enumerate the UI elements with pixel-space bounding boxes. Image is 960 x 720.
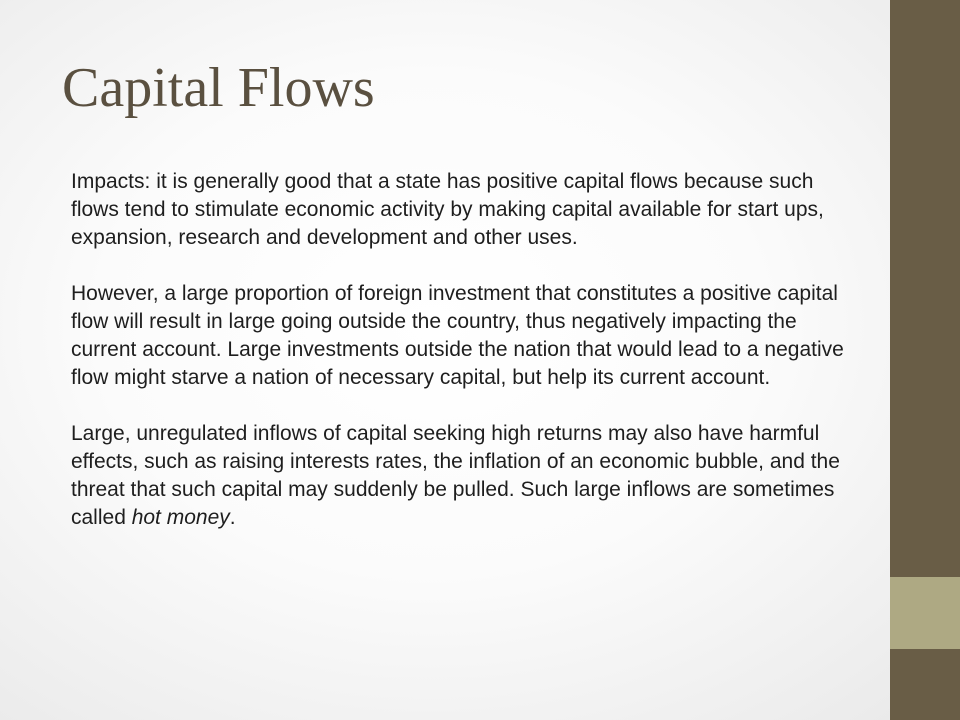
paragraph-however: However, a large proportion of foreign investment that constitutes a positive capital flow will result in large going outside the country, thus negatively impacting the current account. Large investments outside the nation that would lead to a negative flow might starve a nation of necessary capital, but help its current account. [71,282,844,389]
paragraph-end: . [229,506,236,529]
slide-title: Capital Flows [62,57,375,119]
decorative-sidebar [890,0,960,720]
hot-money-emphasis: hot money [131,506,230,529]
sidebar-bottom-band [890,649,960,720]
paragraph-impacts: Impacts: it is generally good that a state has positive capital flows because such flows tend to stimulate economic activity by making capital available for start ups, expansion, research and development and other uses. [71,170,824,249]
paragraph-text: Large, unregulated inflows of capital seeking high returns may also have harmful effects, such as raising interests rates, the inflation of an economic bubble, and the threat that such capital may suddenly be pulled. Such large inflows are sometimes called [71,422,840,529]
sidebar-accent-band [890,577,960,649]
sidebar-top-band [890,0,960,577]
paragraph-hot-money [71,420,851,532]
slide-body [71,168,851,560]
